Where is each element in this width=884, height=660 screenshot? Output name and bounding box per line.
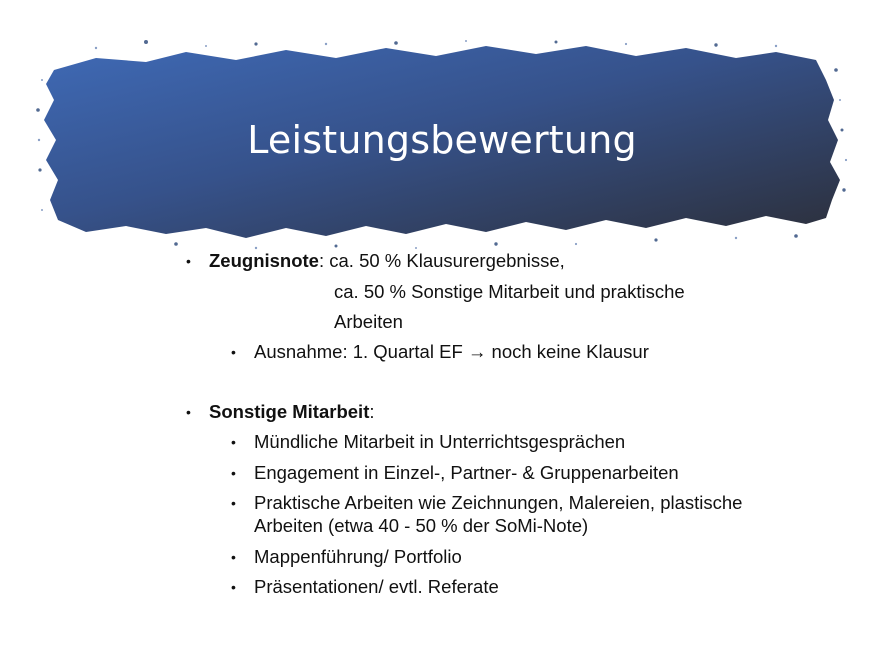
bullet-icon: • (231, 549, 236, 565)
bullet-icon: • (231, 344, 236, 360)
bullet-icon: • (231, 465, 236, 481)
continuation-line: ca. 50 % Sonstige Mitarbeit und praktische (334, 281, 685, 302)
sub-item-text: noch keine Klausur (491, 341, 649, 362)
list-item: Engagement in Einzel-, Partner- & Gruppenarbeiten (254, 462, 679, 483)
list-item: Mappenführung/ Portfolio (254, 546, 462, 567)
sub-item-text: Ausnahme: 1. Quartal EF (254, 341, 463, 362)
list-item: Praktische Arbeiten wie Zeichnungen, Malereien, plastische (254, 492, 743, 513)
bullet-icon: • (231, 434, 236, 450)
list-item: Präsentationen/ evtl. Referate (254, 576, 499, 597)
bullet-icon: • (231, 495, 236, 511)
section-text: : ca. 50 % Klausurergebnisse, (318, 250, 565, 271)
sub-item-ausnahme (254, 341, 649, 363)
list-item: Mündliche Mitarbeit in Unterrichtsgesprächen (254, 431, 626, 452)
bullet-icon: • (231, 579, 236, 595)
bullet-icon: • (186, 404, 191, 420)
bullet-icon: • (186, 253, 191, 269)
list-item-continuation: Arbeiten (etwa 40 - 50 % der SoMi-Note) (254, 515, 589, 536)
section-heading: Sonstige Mitarbeit (209, 401, 370, 422)
section-sonstige-mitarbeit (209, 401, 375, 423)
section-heading: Zeugnisnote (209, 250, 319, 271)
section-text: : (369, 401, 375, 422)
section-zeugnisnote (209, 250, 565, 272)
slide-title: Leistungsbewertung (247, 118, 637, 162)
continuation-line: Arbeiten (334, 311, 403, 332)
arrow-right-icon: → (467, 341, 487, 362)
